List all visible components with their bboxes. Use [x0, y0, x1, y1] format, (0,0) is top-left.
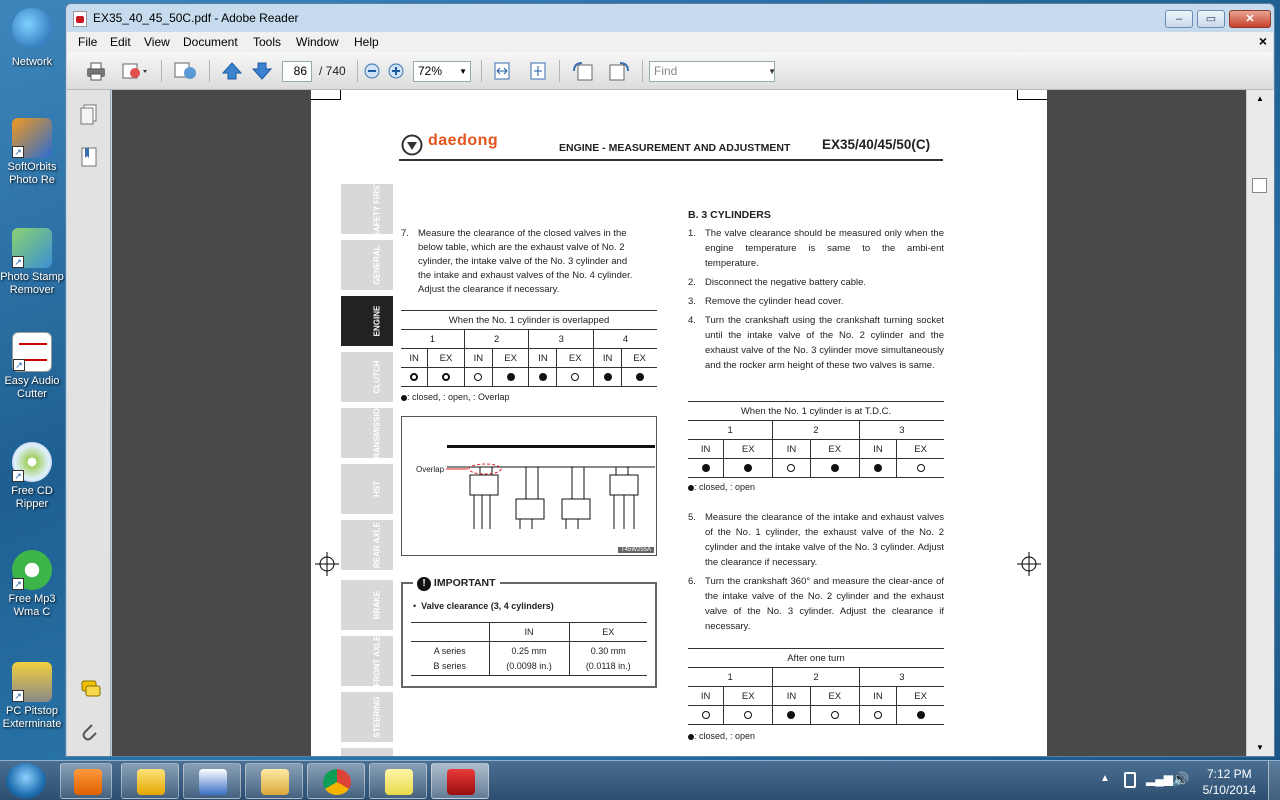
- step-text: Remove the cylinder head cover.: [705, 296, 844, 307]
- menu-view[interactable]: View: [144, 35, 170, 49]
- desktop-icon-photo-stamp[interactable]: [0, 228, 64, 297]
- clock-date: 5/10/2014: [1202, 783, 1256, 797]
- crop-mark: [311, 90, 341, 100]
- important-item: • Valve clearance (3, 4 cylinders): [413, 601, 554, 611]
- step-number: 4.: [688, 315, 696, 326]
- closed-valve-icon: [917, 711, 925, 719]
- steps-list: [688, 226, 944, 377]
- cyl-header: 3: [859, 668, 944, 687]
- step-item: [688, 294, 944, 309]
- chevron-down-icon: ▼: [459, 67, 467, 76]
- valve-header: IN: [859, 440, 897, 459]
- valve-state-cell: [773, 459, 811, 478]
- outlook-icon: [137, 769, 165, 795]
- convert-icon: ↗: [12, 550, 52, 590]
- step-text: Disconnect the negative battery cable.: [705, 277, 867, 288]
- step-line: Measure the clearance of the closed valves in the: [418, 228, 627, 239]
- menu-window[interactable]: Window: [296, 35, 339, 49]
- valve-state-cell: [594, 368, 622, 387]
- step-line: Adjust the clearance if necessary.: [418, 284, 560, 295]
- taskbar-word[interactable]: [183, 763, 241, 799]
- pdf-icon: [73, 11, 87, 27]
- collaborate-icon[interactable]: [173, 61, 199, 81]
- scroll-up-icon[interactable]: ▲: [1256, 94, 1264, 103]
- valve-state-cell: [897, 459, 944, 478]
- page-total: / 740: [319, 64, 346, 78]
- valve-header: IN: [464, 349, 492, 368]
- warning-icon: !: [417, 577, 431, 591]
- tab-label: TRANSMISSION: [372, 402, 382, 464]
- valve-header: EX: [724, 687, 773, 706]
- desktop-icon-free-cd-ripper[interactable]: [0, 442, 64, 511]
- zoom-value: 72%: [418, 64, 443, 78]
- toolbar-separator: [357, 60, 358, 82]
- valve-state-cell: [810, 706, 859, 725]
- tab-front-axle[interactable]: [341, 636, 393, 686]
- step-item: [688, 275, 944, 290]
- important-item-text: Valve clearance (3, 4 cylinders): [421, 601, 554, 611]
- cyl-header: 1: [688, 668, 773, 687]
- taskbar-chrome[interactable]: [307, 763, 365, 799]
- clearance-head: [411, 623, 489, 642]
- valve-header: EX: [810, 687, 859, 706]
- network-signal-icon[interactable]: ▂▄▆: [1146, 772, 1173, 786]
- step-line: below table, which are the exhaust valve of No. 2: [418, 242, 625, 253]
- taskbar-outlook[interactable]: [121, 763, 179, 799]
- valve-header: EX: [492, 349, 529, 368]
- desktop-icon-easy-audio[interactable]: [0, 332, 64, 401]
- valve-state-cell: [897, 706, 944, 725]
- closed-valve-icon: [636, 373, 644, 381]
- valve-state-cell: [724, 459, 773, 478]
- step-number: 7.: [401, 228, 409, 239]
- desktop-icon-softorbits[interactable]: [0, 118, 64, 187]
- fit-width-icon[interactable]: [491, 61, 513, 81]
- closed-valve-icon: [604, 373, 612, 381]
- fit-page-icon[interactable]: [527, 61, 549, 81]
- table-row: [688, 440, 944, 459]
- action-center-icon[interactable]: [1124, 772, 1136, 788]
- step-number: 6.: [688, 576, 696, 587]
- photo-icon: ↗: [12, 228, 52, 268]
- important-title-text: IMPORTANT: [433, 577, 496, 589]
- valve-state-cell: [529, 368, 557, 387]
- scroll-down-icon[interactable]: ▼: [1256, 743, 1264, 752]
- butterfly-icon: ↗: [12, 118, 52, 158]
- cyl-header: 1: [401, 330, 464, 349]
- cyl-header: 4: [594, 330, 657, 349]
- step-number: 2.: [688, 277, 696, 288]
- clock-time: 7:12 PM: [1206, 767, 1252, 781]
- valve-state-cell: [557, 368, 594, 387]
- step-number: 3.: [688, 296, 696, 307]
- desktop-icon-label: Photo Stamp Remover: [0, 271, 64, 296]
- closed-valve-icon: [874, 464, 882, 472]
- menu-file[interactable]: File: [78, 35, 98, 49]
- zoom-in-icon[interactable]: [387, 61, 405, 81]
- valve-state-cell: [688, 706, 724, 725]
- section-heading: B. 3 CYLINDERS: [688, 209, 771, 221]
- chrome-icon: [323, 769, 351, 795]
- tab-label: FRONT AXLE: [372, 635, 382, 687]
- valve-state-cell: [773, 706, 811, 725]
- overlap-valve-icon: [442, 373, 450, 381]
- closed-valve-icon: [507, 373, 515, 381]
- valve-header: EX: [897, 687, 944, 706]
- table-caption: When the No. 1 cylinder is overlapped: [401, 311, 657, 330]
- rotate-ccw-icon[interactable]: [570, 61, 596, 81]
- desktop-icon-label: Easy Audio Cutter: [4, 375, 60, 400]
- table-caption: When the No. 1 cylinder is at T.D.C.: [688, 402, 944, 421]
- close-button[interactable]: ✕: [1229, 10, 1271, 28]
- waveform-icon: ↗: [12, 332, 52, 372]
- tab-label: STEERING: [372, 696, 382, 738]
- valve-header: IN: [688, 440, 724, 459]
- attachment-icon[interactable]: [80, 720, 98, 742]
- after-turn-table: [688, 648, 944, 725]
- desktop-icon-label: PC Pitstop Exterminate: [2, 705, 62, 730]
- clock[interactable]: [1203, 766, 1256, 798]
- tab-general[interactable]: [341, 240, 393, 290]
- tab-label: ENGINE: [372, 305, 382, 337]
- page-header-title: ENGINE - MEASUREMENT AND ADJUSTMENT: [559, 142, 791, 154]
- vertical-scrollbar[interactable]: [1246, 90, 1274, 756]
- valve-state-cell: [810, 459, 859, 478]
- rotate-cw-icon[interactable]: [606, 61, 632, 81]
- toolbar-separator: [209, 60, 210, 82]
- model-number: EX35/40/45/50(C): [822, 137, 931, 152]
- registration-mark: [315, 552, 339, 576]
- print-icon[interactable]: [85, 61, 107, 81]
- valve-header: IN: [401, 349, 428, 368]
- valve-figure: [401, 416, 657, 556]
- tab-hst[interactable]: [341, 464, 393, 514]
- tab-safety-first[interactable]: [341, 180, 393, 238]
- valve-header: IN: [688, 687, 724, 706]
- valve-state-cell: [859, 706, 897, 725]
- step-item: [688, 574, 944, 634]
- menu-tools[interactable]: Tools: [253, 35, 282, 49]
- valve-header: EX: [897, 440, 944, 459]
- show-desktop-button[interactable]: [1268, 761, 1280, 800]
- menu-document[interactable]: Document: [183, 35, 238, 49]
- valve-header: EX: [428, 349, 465, 368]
- cyl-header: 1: [688, 421, 773, 440]
- toolbar-separator: [559, 60, 560, 82]
- tab-label: HST: [372, 481, 382, 497]
- table-rule: [688, 724, 944, 725]
- title-bar[interactable]: [66, 4, 1274, 32]
- legend-right-2: [688, 729, 755, 743]
- document-area[interactable]: [112, 90, 1246, 756]
- crop-mark: [1017, 90, 1047, 100]
- valve-state-cell: [688, 459, 724, 478]
- menu-bar: [67, 32, 1273, 52]
- step-line: the intake and exhaust valves of the No. 4 cylinder.: [418, 270, 633, 281]
- chevron-down-icon: ▼: [768, 67, 776, 76]
- valve-diagram: [402, 417, 656, 555]
- word-icon: [199, 769, 227, 795]
- daedong-logo-icon: [401, 134, 423, 156]
- step-text: Turn the crankshaft 360° and measure the clear-ance of the intake valve of the No. 2 cylinder and the exhaust valve of the No. 3 cylinder. Adjust the clearance if necessary.: [705, 576, 944, 632]
- volume-icon[interactable]: 🔊: [1172, 771, 1190, 787]
- overlap-table: [401, 310, 657, 387]
- bookmarks-icon[interactable]: [80, 146, 98, 168]
- legend-text: : closed, : open, : Overlap: [407, 392, 510, 402]
- tab-steering[interactable]: [341, 692, 393, 742]
- important-title: [413, 576, 500, 591]
- valve-state-cell: [428, 368, 465, 387]
- clearance-ex: 0.30 mm (0.0118 in.): [569, 642, 647, 676]
- table-row: [401, 368, 657, 387]
- taskbar: [0, 760, 1280, 800]
- clearance-in: 0.25 mm (0.0098 in.): [489, 642, 569, 676]
- pdf-page: [311, 90, 1047, 756]
- cyl-header: 3: [529, 330, 594, 349]
- clearance-head: IN: [489, 623, 569, 642]
- share-icon[interactable]: [121, 61, 151, 81]
- tab-label: CLUTCH: [372, 360, 382, 394]
- valve-state-cell: [622, 368, 657, 387]
- clearance-series: A series B series: [411, 642, 489, 676]
- tdc-table: [688, 401, 944, 478]
- page-number-input[interactable]: 86: [282, 61, 312, 82]
- valve-header: EX: [622, 349, 657, 368]
- maximize-button[interactable]: ▭: [1197, 10, 1225, 28]
- valve-header: IN: [859, 687, 897, 706]
- cyl-header: 2: [773, 421, 859, 440]
- tab-label: BRAKE: [372, 590, 382, 620]
- find-input[interactable]: [649, 61, 775, 82]
- toolbar-separator: [481, 60, 482, 82]
- table-row: [688, 459, 944, 478]
- toolbar-separator: [161, 60, 162, 82]
- table-row: [401, 349, 657, 368]
- closed-valve-icon: [539, 373, 547, 381]
- overlap-valve-icon: [410, 373, 418, 381]
- steps-list-2: [688, 510, 944, 638]
- valve-header: IN: [773, 687, 811, 706]
- comments-icon[interactable]: [80, 678, 102, 700]
- media-player-icon: [74, 769, 102, 795]
- step-7-text: [418, 227, 658, 297]
- scroll-thumb[interactable]: [1252, 178, 1267, 193]
- valve-header: EX: [557, 349, 594, 368]
- tab-engine[interactable]: [341, 296, 393, 346]
- closed-valve-icon: [702, 464, 710, 472]
- valve-header: EX: [724, 440, 773, 459]
- desktop-icon-pc-pitstop[interactable]: [0, 662, 64, 731]
- folder-icon: [261, 769, 289, 795]
- legend-left: [401, 390, 510, 404]
- brand-name: daedong: [428, 132, 499, 149]
- valve-header: IN: [773, 440, 811, 459]
- valve-state-cell: [401, 368, 428, 387]
- reader-window: [65, 3, 1275, 757]
- taskbar-adobe-reader[interactable]: [431, 763, 489, 799]
- step-item: [688, 510, 944, 570]
- next-page-icon[interactable]: [251, 61, 273, 81]
- valve-state-cell: [724, 706, 773, 725]
- pages-icon[interactable]: [80, 104, 98, 126]
- open-valve-icon: [744, 711, 752, 719]
- open-valve-icon: [474, 373, 482, 381]
- step-line: cylinder, the intake valve of the No. 3 cylinder and: [418, 256, 628, 267]
- exterminator-icon: ↗: [12, 662, 52, 702]
- taskbar-sticky-notes[interactable]: [369, 763, 427, 799]
- step-text: Measure the clearance of the intake and exhaust valves of the No. 1 cylinder, the exhaust valve of the No. 2 cylinder and the intake valve of the No. 3 cylinder. Adjust the clearance if necessary.: [705, 512, 944, 568]
- closed-valve-icon: [744, 464, 752, 472]
- tab-label: GENERAL: [372, 245, 382, 285]
- table-row: [688, 706, 944, 725]
- desktop-icon-free-mp3[interactable]: [0, 550, 64, 619]
- minimize-button[interactable]: –: [1165, 10, 1193, 28]
- valve-header: IN: [594, 349, 622, 368]
- find-placeholder: Find: [654, 64, 678, 78]
- clearance-head: EX: [569, 623, 647, 642]
- toolbar-separator: [642, 60, 643, 82]
- show-hidden-icons[interactable]: ▲: [1100, 773, 1110, 784]
- menu-help[interactable]: Help: [354, 35, 379, 49]
- zoom-out-icon[interactable]: [363, 61, 381, 81]
- taskbar-media-player[interactable]: [60, 763, 112, 799]
- valve-header: IN: [529, 349, 557, 368]
- figure-code: T45W255A: [618, 547, 654, 553]
- cyl-header: 2: [773, 668, 860, 687]
- desktop-icon-network[interactable]: [0, 8, 64, 69]
- table-caption: After one turn: [688, 649, 944, 668]
- open-valve-icon: [874, 711, 882, 719]
- start-button[interactable]: [6, 763, 46, 799]
- valve-state-cell: [464, 368, 492, 387]
- tab-clutch[interactable]: [341, 352, 393, 402]
- navigation-panel: [67, 90, 111, 756]
- cyl-header: 2: [464, 330, 529, 349]
- step-text: Turn the crankshaft using the crankshaft turning socket until the intake valve of the No. 2 cylinder and the exhaust valve of the No. 3 cylinder move simultaneously and the rocker arm height of these two valves is same.: [705, 315, 944, 371]
- step-item: [688, 313, 944, 373]
- zoom-select[interactable]: [413, 61, 471, 82]
- overlap-label: Overlap: [416, 465, 445, 474]
- close-document-button[interactable]: ×: [1258, 33, 1267, 49]
- clearance-table: [411, 622, 647, 676]
- sticky-notes-icon: [385, 769, 413, 795]
- desktop-icon-label: SoftOrbits Photo Re: [7, 161, 57, 186]
- table-row: [688, 687, 944, 706]
- window-title: EX35_40_45_50C.pdf - Adobe Reader: [93, 11, 299, 25]
- toolbar: [67, 52, 1273, 90]
- tab-brake[interactable]: [341, 580, 393, 630]
- previous-page-icon[interactable]: [221, 61, 243, 81]
- network-icon: [12, 8, 52, 48]
- legend-text: : closed, : open: [694, 731, 756, 741]
- open-valve-icon: [702, 711, 710, 719]
- cyl-header: 3: [859, 421, 944, 440]
- step-number: 1.: [688, 228, 696, 239]
- tab-partial: [341, 748, 393, 756]
- open-valve-icon: [787, 464, 795, 472]
- desktop-icon-label: Free Mp3 Wma C: [8, 593, 56, 618]
- legend-text: : closed, : open: [694, 482, 756, 492]
- closed-valve-icon: [831, 464, 839, 472]
- desktop-icon-label: Free CD Ripper: [11, 485, 53, 510]
- registration-mark: [1017, 552, 1041, 576]
- valve-header: EX: [810, 440, 859, 459]
- cd-icon: ↗: [12, 442, 52, 482]
- closed-valve-icon: [787, 711, 795, 719]
- open-valve-icon: [571, 373, 579, 381]
- step-text: The valve clearance should be measured only when the engine temperature is same to the ambi-ent temperature.: [705, 228, 944, 269]
- valve-state-cell: [492, 368, 529, 387]
- step-item: [688, 226, 944, 271]
- tab-rear-axle[interactable]: [341, 520, 393, 570]
- table-rule: [401, 386, 657, 387]
- taskbar-explorer[interactable]: [245, 763, 303, 799]
- open-valve-icon: [917, 464, 925, 472]
- header-rule: [399, 159, 943, 161]
- legend-right-1: [688, 480, 755, 494]
- step-number: 5.: [688, 512, 696, 523]
- adobe-reader-icon: [447, 769, 475, 795]
- tab-label: SAFETY FIRST: [372, 180, 382, 238]
- open-valve-icon: [831, 711, 839, 719]
- valve-state-cell: [859, 459, 897, 478]
- desktop-icon-label: Network: [11, 56, 53, 68]
- tab-transmission[interactable]: [341, 402, 393, 464]
- menu-edit[interactable]: Edit: [110, 35, 131, 49]
- tab-label: REAR AXLE: [372, 522, 382, 568]
- table-rule: [688, 477, 944, 478]
